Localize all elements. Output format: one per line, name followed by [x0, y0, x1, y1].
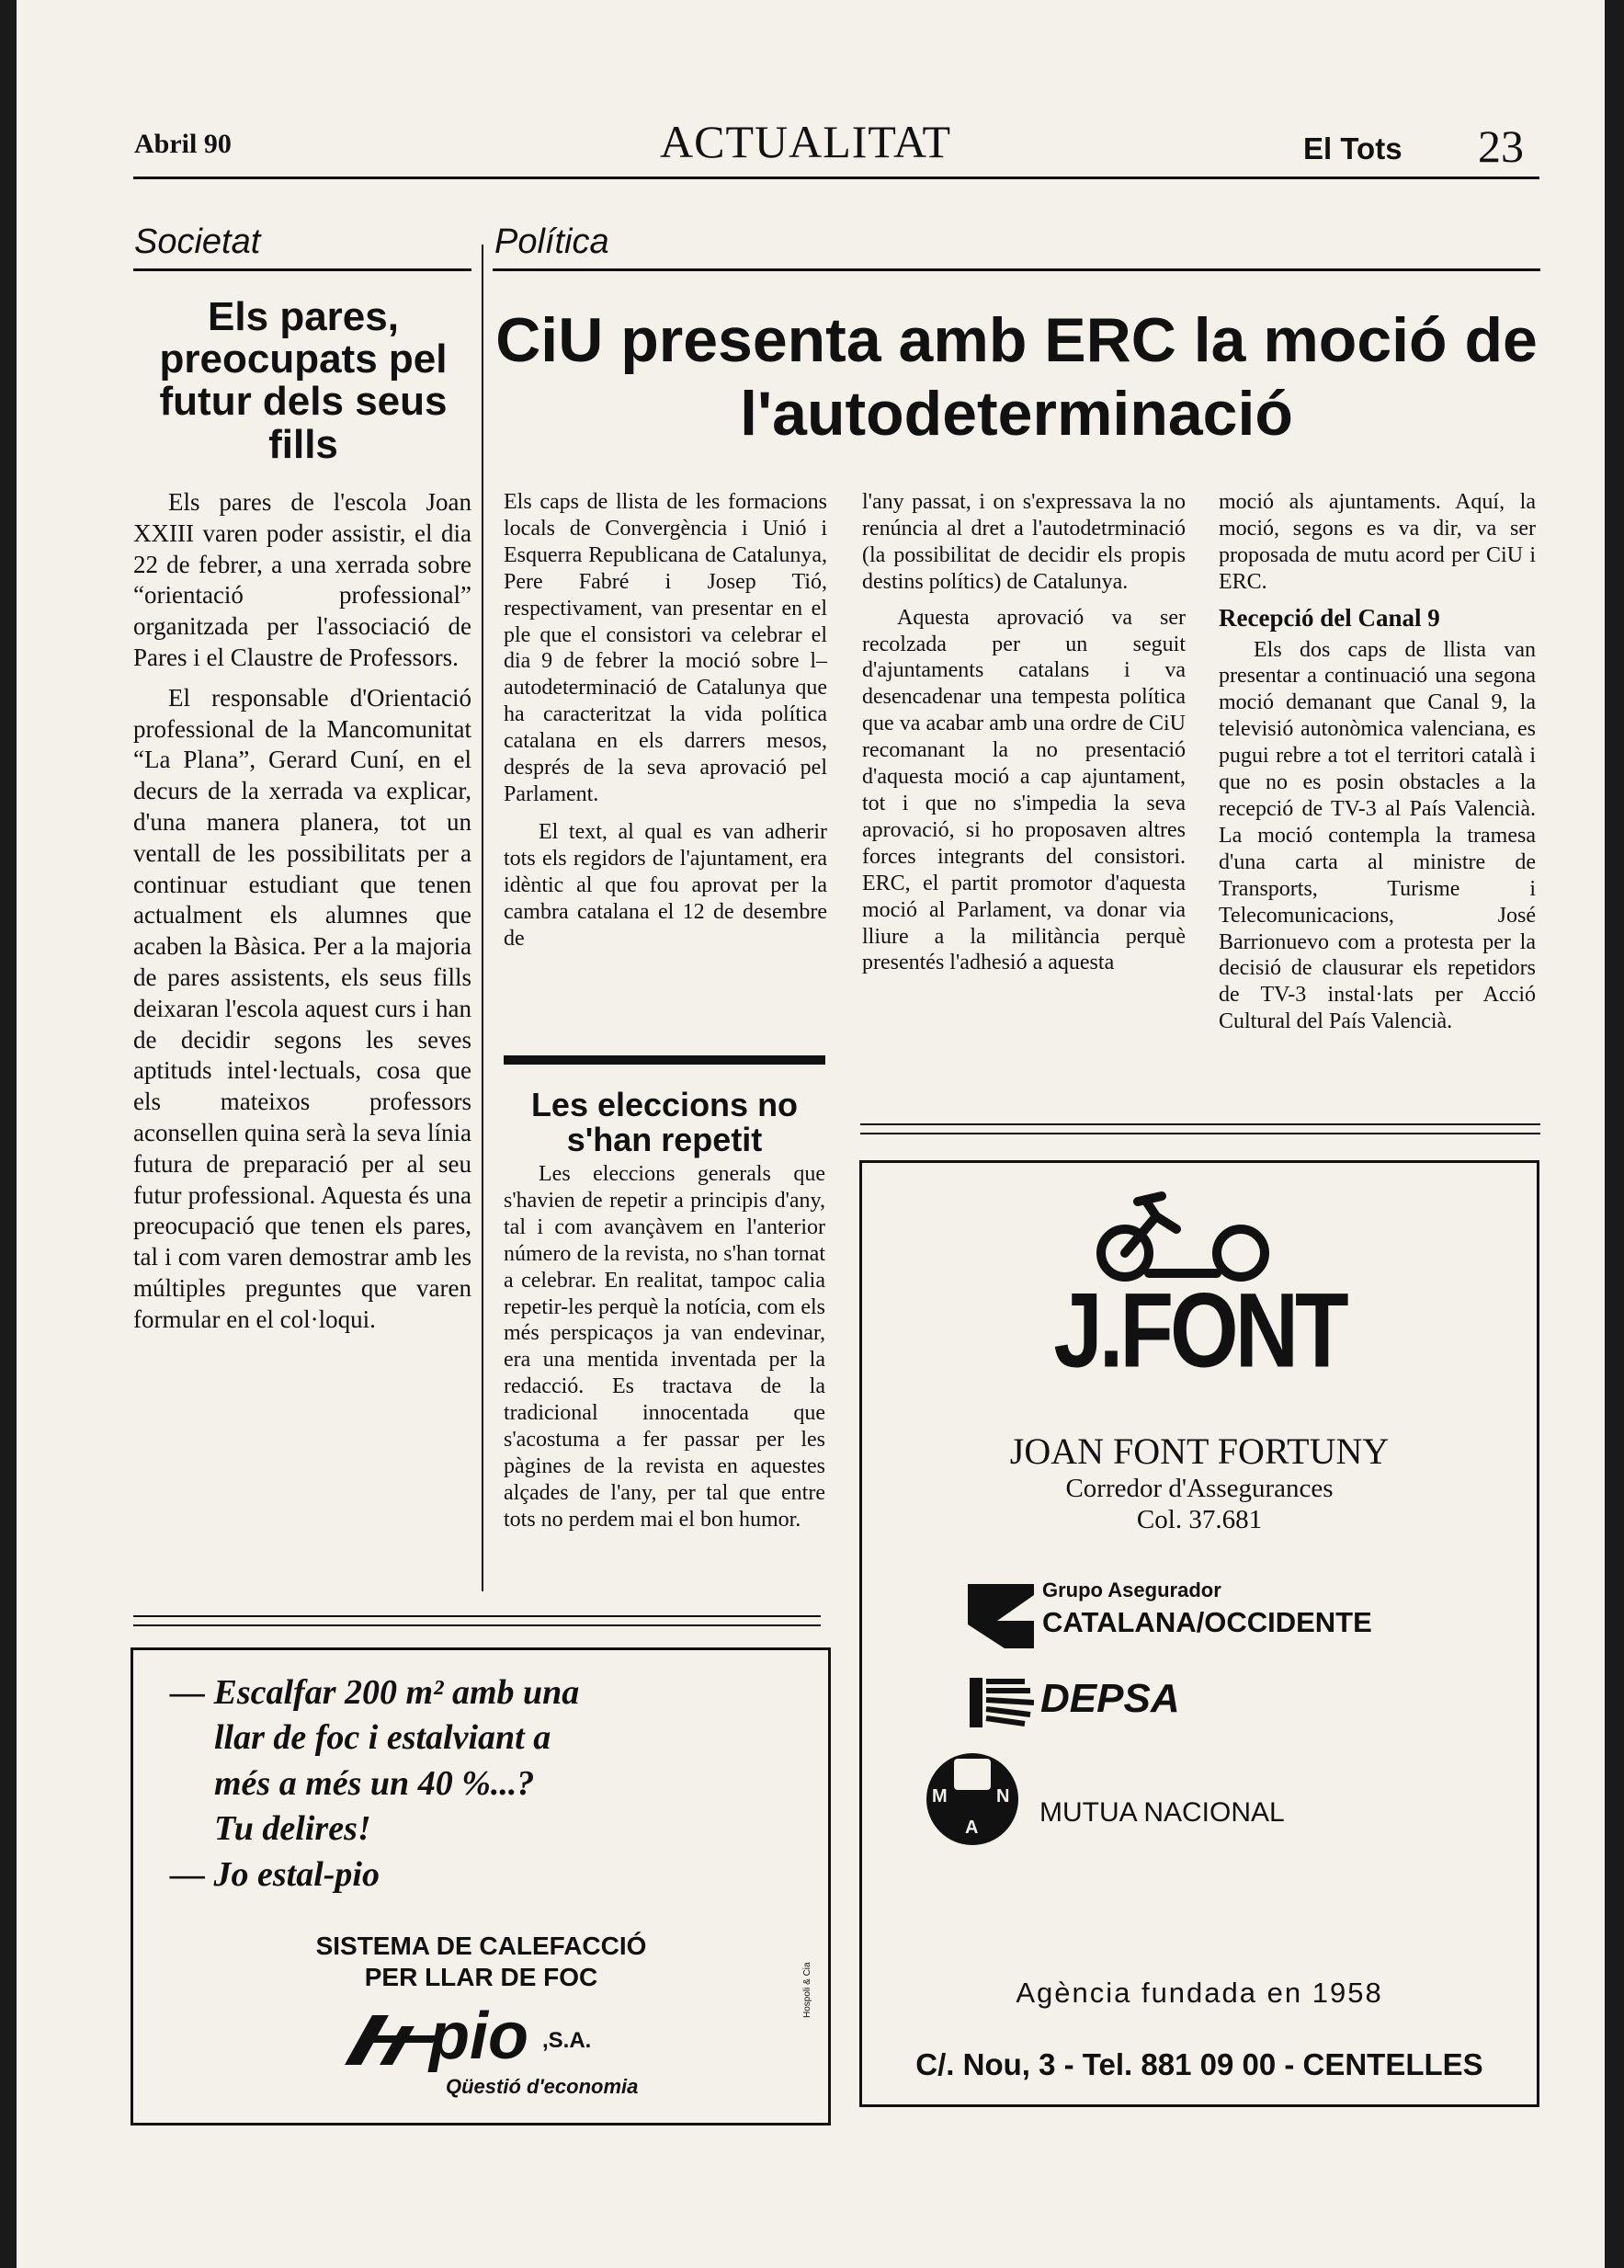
group-small: Grupo Asegurador: [1042, 1578, 1221, 1601]
pio-brand: pio: [429, 2000, 528, 2073]
article-paragraph: Les eleccions generals que s'havien de repetir a principis d'any, tal i com avançàvem en l'anterior número de la revista, no s'han tornat a celebrar. En realitat, tampoc calia repetir-les perquè la notícia, com els més perspicaços ja van endevinar, era una mentida inventada per la redacció. Es tractava de la tradicional innocentada que s'acostuma a fer passar per les pàgines de la revista en aquestes alçades de l'any, per tal que entre tots no perdem mai el bon humor.: [504, 1162, 825, 1532]
article-paragraph: l'any passat, i on s'expressava la no renúncia al dret a l'autodetrminació (la possibilitat de decidir els propis destins polítics) de Catalunya.: [862, 490, 1186, 594]
catalana-occidente-icon: [968, 1584, 1034, 1648]
section-rule: [133, 268, 471, 271]
article-paragraph: Els caps de llista de les formacions locals de Convergència i Unió i Esquerra Republicana de Catalunya, Pere Fabré i Josep Tió, respectivament, van presentar en el ple que el consistori va celebrar el dia 9 de febrer la moció sobre l–autodeterminació de Catalunya que ha caracteritzat la vida política catalana en els darrers mesos, després de la seva aprovació pel Parlament.: [504, 490, 827, 806]
section-rule: [493, 268, 1540, 271]
section-label-politica: Política: [494, 222, 609, 261]
pio-slogan: Qüestió d'economia: [446, 2075, 639, 2098]
seal-letter: N: [996, 1786, 1010, 1806]
article-paragraph: Aquesta aprovació va ser recolzada per un seguit d'ajuntaments catalans i va desencadenar una tempesta política que va acabar amb una ordre de CiU recomanant la no presentació d'aquesta moció a cap ajuntament, tot i que no s'impedia la seva aprovació, si ho proposaven altres forces integrants del consistori. ERC, el partit promotor d'aquesta moció al Parlament, va donar via lliure a la militància perquè presentés l'adhesió a aquesta: [862, 605, 1186, 975]
article-paragraph: Els dos caps de llista van presentar a continuació una segona moció demanant que Canal 9, la televisió autonòmica valenciana, es pugui rebre a tot el territori català i que no es posin obstacles a la recepció de TV-3 al País Valencià. La moció contempla la tramesa d'una carta al ministre de Transports, Turisme i Telecomunicacions, José Barrionuevo com a protesta per la decisió de clausurar els repetidors de TV-3 instal·lats per Acció Cultural del País Valencià.: [1219, 637, 1536, 1034]
ad-line: més a més un 40 %...?: [214, 1763, 535, 1803]
article-col-1: [504, 489, 827, 952]
jfont-col: Col. 37.681: [1136, 1505, 1263, 1534]
ad-pio: [131, 1647, 831, 2126]
section-title: ACTUALITAT: [660, 116, 952, 167]
headline-eleccions: Les eleccions no s'han repetit: [530, 1086, 799, 1158]
pio-suffix: ,S.A.: [542, 2028, 592, 2053]
article-col-3: [1219, 489, 1536, 1035]
publication-name: El Tots: [1303, 131, 1403, 165]
jfont-logo: J.FONT: [1053, 1271, 1346, 1390]
ad-line: llar de foc i estalviant a: [214, 1718, 551, 1758]
magazine-page: [17, 0, 1605, 2268]
rule: [133, 1615, 821, 1617]
ad-pio-tagline: [133, 1931, 829, 1993]
pio-mark-icon: [345, 2008, 437, 2072]
jfont-title: Corredor d'Assegurances: [1065, 1474, 1334, 1503]
headline-autodeterminacio: CiU presenta amb ERC la moció de l'autodeterminació: [495, 305, 1538, 449]
depsa-logo: DEPSA: [1040, 1676, 1180, 1721]
column-divider: [482, 245, 483, 1591]
article-paragraph: Els pares de l'escola Joan XXIII varen poder assistir, el dia 22 de febrer, a una xerrada sobre “orientació professional” organitzada per l'associació de Pares i el Claustre de Professors.: [133, 488, 471, 671]
jfont-address: C/. Nou, 3 - Tel. 881 09 00 - CENTELLES: [915, 2047, 1483, 2081]
jfont-founded: Agència fundada en 1958: [1016, 1977, 1383, 2009]
ad-credit: Hospoli & Cia: [802, 1962, 812, 2018]
thick-rule: [504, 1055, 825, 1065]
mutua-name: MUTUA NACIONAL: [1039, 1797, 1285, 1828]
header-rule: [133, 177, 1539, 179]
rule: [860, 1123, 1540, 1125]
article-paragraph: El text, al qual es van adherir tots els regidors de l'ajuntament, era idèntic al que fou aprovat per la cambra catalana el 12 de desembre de: [504, 819, 827, 951]
section-label-societat: Societat: [134, 222, 261, 261]
article-paragraph: El responsable d'Orientació professional de la Mancomunitat “La Plana”, Gerard Cuní, en el decurs de la xerrada va explicar, d'una manera planera, tot un ventall de les possibilitats per a continuar estudiant que tenen actualment els alumnes que acaben la Bàsica. Per a la majoria de pares assistents, els seus fills deixaran l'escola aquest curs i han de decidir segons les seves aptituds intel·lectuals, cosa que els mateixos professors aconsellen quina serà la seva línia futura de preparació per al seu futur professional. Aquesta és una preocupació que tenen els pares, tal i com varen demostrar amb les múltiples preguntes que varen formular en el col·loqui.: [133, 683, 471, 1333]
ad-line: — Jo estal-pio: [170, 1854, 380, 1894]
pio-logo: [345, 2000, 639, 2073]
article-pares: [133, 487, 471, 1336]
issue-date: Abril 90: [134, 129, 232, 159]
article-eleccions: [504, 1161, 825, 1533]
subhead-canal9: Recepció del Canal 9: [1219, 603, 1440, 632]
tagline-line: PER LLAR DE FOC: [364, 1963, 598, 1991]
ad-pio-copy: [170, 1670, 795, 1898]
headline-pares: Els pares, preocupats pel futur dels seus fills: [159, 294, 448, 467]
page-number: 23: [1478, 120, 1524, 172]
ad-line: Tu delires!: [214, 1809, 371, 1849]
ad-line: — Escalfar 200 m² amb una: [170, 1673, 580, 1712]
tagline-line: SISTEMA DE CALEFACCIÓ: [315, 1932, 647, 1960]
rule: [860, 1133, 1540, 1134]
seal-letter: A: [965, 1818, 979, 1838]
jfont-name: JOAN FONT FORTUNY: [1009, 1430, 1390, 1472]
seal-letter: M: [932, 1786, 948, 1806]
seal-shield: [954, 1759, 991, 1790]
rule: [133, 1624, 821, 1626]
mutua-seal-icon: [926, 1753, 1018, 1845]
depsa-icon: [970, 1678, 1034, 1727]
group-big: CATALANA/OCCIDENTE: [1042, 1606, 1372, 1638]
article-paragraph: moció als ajuntaments. Aquí, la moció, segons es va dir, va ser proposada de mutu acord per CiU i ERC.: [1219, 490, 1536, 594]
ad-jfont: [859, 1160, 1539, 2107]
article-col-2: [862, 489, 1186, 976]
